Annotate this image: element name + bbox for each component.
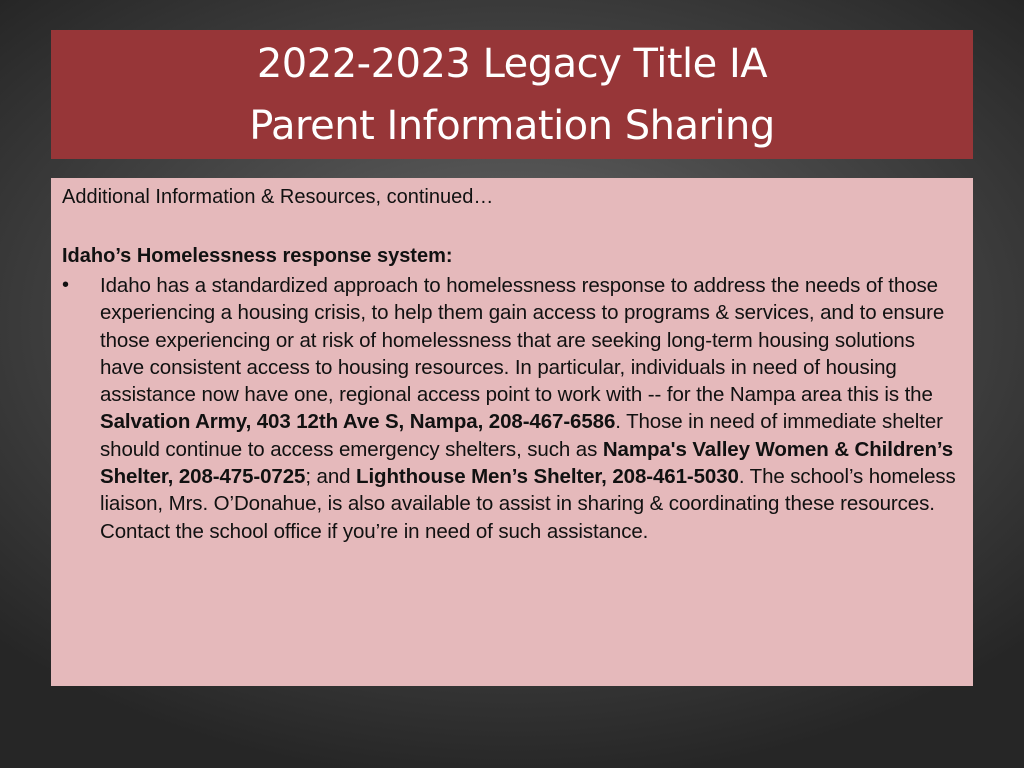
title-banner [51, 30, 973, 159]
womens-shelter-contact: Nampa's Valley Women & Children’s Shelter, 208-475-0725 [100, 437, 954, 489]
bullet-text [100, 272, 963, 545]
bullet-text-part-2: . Those in need of immediate shelter should continue to access emergency shelters, such as [100, 410, 943, 461]
bullet-text-part-3: ; and [305, 465, 357, 489]
slide-title-line-1: 2022-2023 Legacy Title IA [256, 40, 768, 87]
section-subtitle: Additional Information & Resources, continued… [62, 186, 494, 208]
content-box [51, 178, 973, 686]
section-heading: Idaho’s Homelessness response system: [62, 245, 453, 267]
slide-title-line-2: Parent Information Sharing [249, 102, 775, 149]
salvation-army-contact: Salvation Army, 403 12th Ave S, Nampa, 208-467-6586 [100, 410, 616, 434]
bullet-icon: • [62, 274, 70, 296]
bullet-text-part-1: Idaho has a standardized approach to homelessness response to address the needs of those experiencing a housing crisis, to help them gain access to programs & services, and to ensure those experiencing or at risk of homelessness that are seeking long-term housing solutions have consistent access to housing resources. In particular, individuals in need of housing assistance now have one, regional access point to work with -- for the Nampa area this is the [100, 274, 945, 407]
bullet-text-part-4: . The school’s homeless liaison, Mrs. O’Donahue, is also available to assist in sharing & coordinating these resources. Contact the school office if you’re in need of such assistance. [100, 465, 956, 543]
mens-shelter-contact: Lighthouse Men’s Shelter, 208-461-5030 [356, 465, 739, 489]
bullet-item [62, 272, 963, 545]
